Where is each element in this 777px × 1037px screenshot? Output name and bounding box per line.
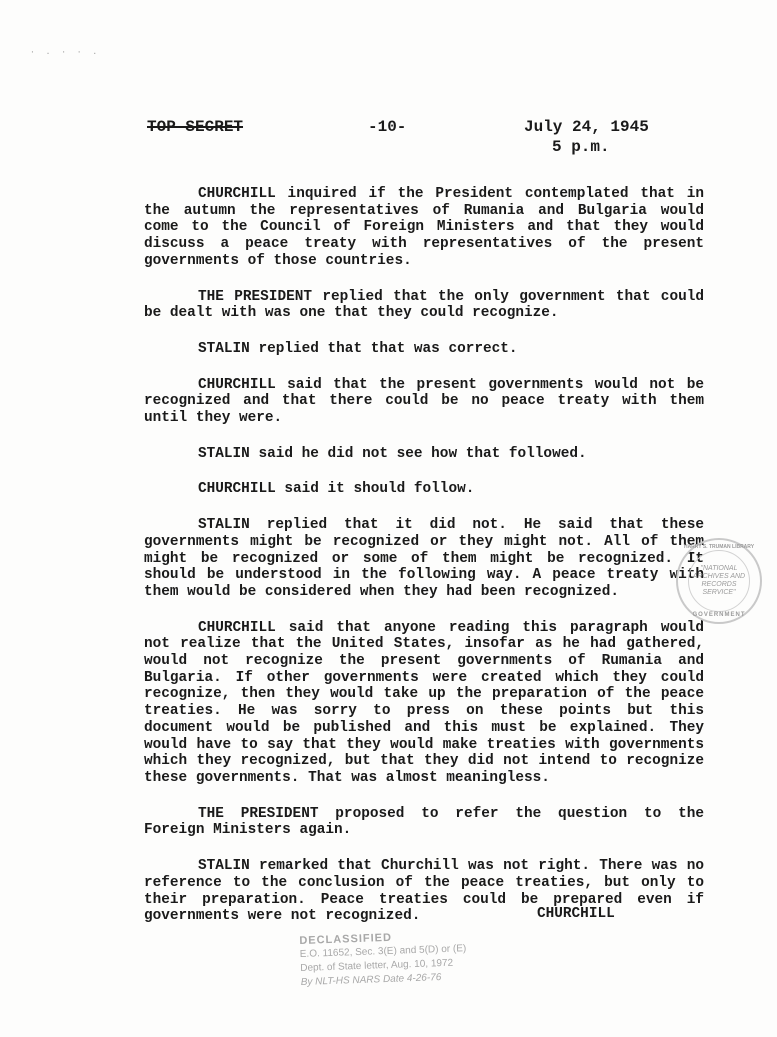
paragraph: CHURCHILL said it should follow. — [198, 481, 475, 498]
declass-line: By NLT-HS NARS Date 4-26-76 — [300, 972, 442, 988]
stamp-line: SERVICE" — [702, 589, 736, 596]
continuation-speaker: CHURCHILL — [537, 906, 615, 922]
document-date: July 24, 1945 — [524, 118, 649, 136]
paragraph: STALIN remarked that Churchill was not right. There was no reference to the conclusion of the peace treaties, but only to their preparation. Peace treaties could be prepared even if governments were not recognized. — [144, 858, 704, 925]
scan-specks: · . · · . — [30, 48, 101, 57]
declass-line: E.O. 11652, Sec. 3(E) and 5(D) or (E) — [299, 943, 467, 961]
archive-stamp — [676, 538, 762, 624]
page-number: -10- — [368, 118, 407, 136]
document-time: 5 p.m. — [552, 138, 610, 156]
paragraph: STALIN replied that that was correct. — [198, 340, 518, 357]
stamp-line: "NATIONAL — [700, 565, 738, 572]
stamp-center — [688, 550, 750, 612]
paragraph: STALIN replied that it did not. He said that these governments might be recognized or they might not. All of them might be recognized or some of them might be recognized. It should be understood in the following way. A peace treaty with them would be considered when they had been recognized. — [144, 517, 704, 600]
stamp-ring-top-text: HARRY S. TRUMAN LIBRARY — [683, 544, 755, 550]
paragraph: THE PRESIDENT proposed to refer the question to the Foreign Ministers again. — [144, 805, 704, 839]
paragraph: CHURCHILL said that anyone reading this paragraph would not realize that the United States, insofar as he had gathered, would not recognize the present governments of Rumania and Bulgaria. If other governments were created which they could recognize, then they would take up the preparation of the peace treaties. He was sorry to press on these points but this document would be published and this must be explained. They would have to say that they would make treaties with governments which they recognized, but that they did not intend to recognize these governments. That was almost meaningless. — [144, 619, 704, 786]
stamp-line: RECORDS — [701, 581, 737, 588]
document-body — [144, 186, 704, 944]
paragraph: THE PRESIDENT replied that the only government that could be dealt with was one that they could recognize. — [144, 288, 704, 322]
declass-line: DECLASSIFIED — [299, 931, 393, 948]
paragraph: STALIN said he did not see how that followed. — [198, 445, 587, 462]
paragraph: CHURCHILL inquired if the President contemplated that in the autumn the representatives of Rumania and Bulgaria would come to the Council of Foreign Ministers and that they would discuss a peace treaty with representatives of the present governments of those countries. — [144, 186, 704, 269]
stamp-line: ARCHIVES AND — [692, 573, 746, 580]
stamp-ring-bottom-text: GOVERNMENT — [692, 612, 746, 618]
paragraph: CHURCHILL said that the present governments would not be recognized and that there could be no peace treaty with them until they were. — [144, 376, 704, 427]
declassification-stamp — [299, 926, 531, 990]
classification-marking: TOP SECRET — [147, 118, 244, 136]
declass-line: Dept. of State letter, Aug. 10, 1972 — [300, 957, 454, 975]
